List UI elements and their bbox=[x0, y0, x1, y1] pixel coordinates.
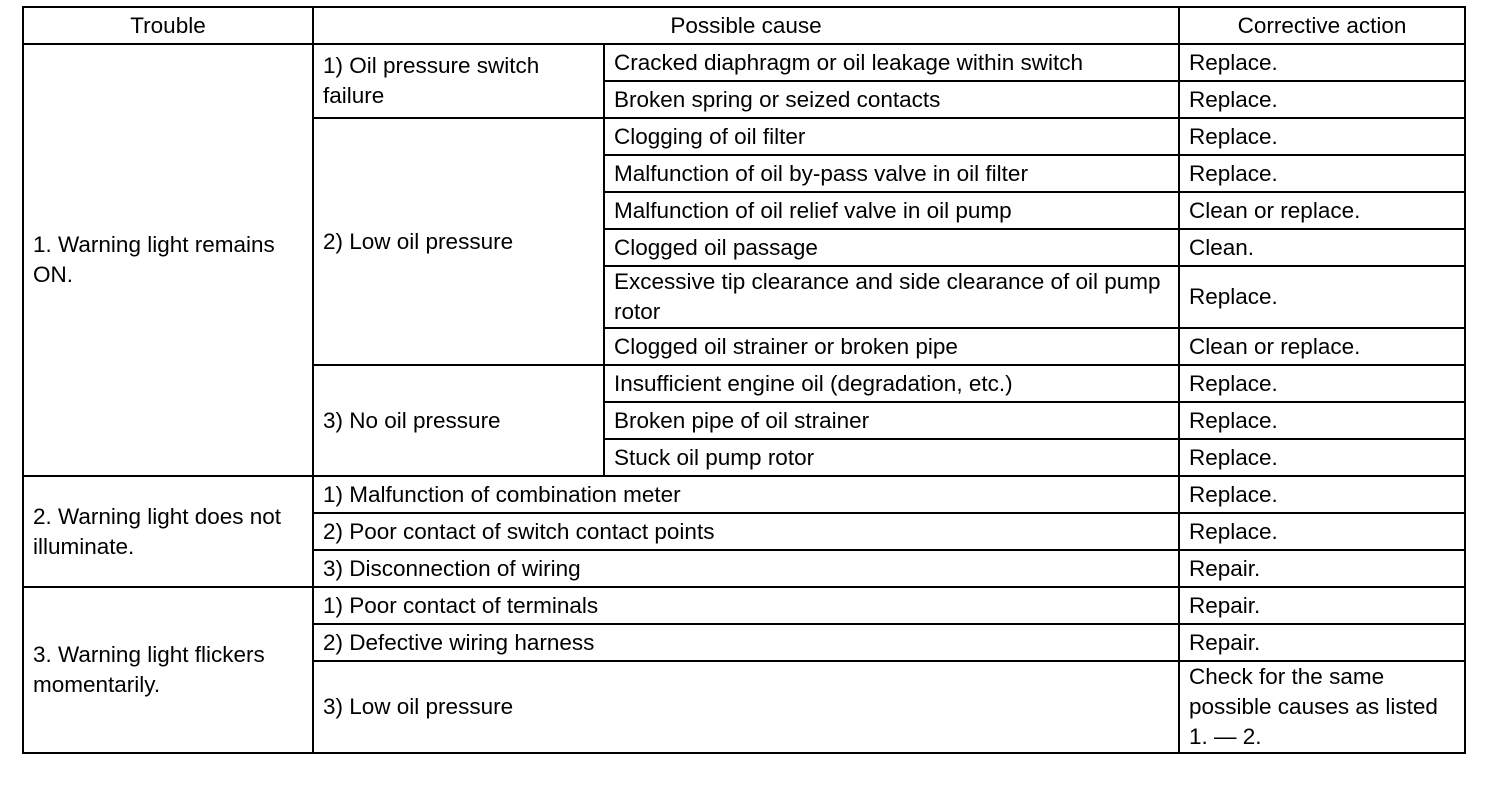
cause-cell: 1) Malfunction of combination meter bbox=[313, 476, 1179, 513]
table-row bbox=[23, 587, 1465, 624]
detail-cell: Broken pipe of oil strainer bbox=[604, 402, 1179, 439]
detail-cell: Clogged oil passage bbox=[604, 229, 1179, 266]
detail-cell: Malfunction of oil relief valve in oil pump bbox=[604, 192, 1179, 229]
detail-cell: Stuck oil pump rotor bbox=[604, 439, 1179, 476]
detail-cell: Excessive tip clearance and side clearance of oil pump rotor bbox=[604, 266, 1179, 328]
trouble-cell: 3. Warning light flickers momentarily. bbox=[23, 587, 313, 753]
action-cell: Replace. bbox=[1179, 365, 1465, 402]
table-row bbox=[23, 476, 1465, 513]
action-cell: Replace. bbox=[1179, 513, 1465, 550]
detail-cell: Cracked diaphragm or oil leakage within switch bbox=[604, 44, 1179, 81]
action-cell: Check for the same possible causes as listed 1. — 2. bbox=[1179, 661, 1465, 753]
action-cell: Repair. bbox=[1179, 624, 1465, 661]
cause-cell: 3) Low oil pressure bbox=[313, 661, 1179, 753]
action-cell: Clean or replace. bbox=[1179, 192, 1465, 229]
header-row bbox=[23, 7, 1465, 44]
header-possible-cause: Possible cause bbox=[313, 7, 1179, 44]
header-corrective-action: Corrective action bbox=[1179, 7, 1465, 44]
detail-cell: Clogged oil strainer or broken pipe bbox=[604, 328, 1179, 365]
action-cell: Replace. bbox=[1179, 44, 1465, 81]
action-cell: Replace. bbox=[1179, 81, 1465, 118]
detail-cell: Broken spring or seized contacts bbox=[604, 81, 1179, 118]
action-cell: Replace. bbox=[1179, 402, 1465, 439]
action-cell: Repair. bbox=[1179, 550, 1465, 587]
action-cell: Replace. bbox=[1179, 266, 1465, 328]
action-cell: Replace. bbox=[1179, 476, 1465, 513]
cause-cell: 2) Low oil pressure bbox=[313, 118, 604, 365]
cause-cell: 3) Disconnection of wiring bbox=[313, 550, 1179, 587]
action-cell: Clean or replace. bbox=[1179, 328, 1465, 365]
detail-cell: Malfunction of oil by-pass valve in oil filter bbox=[604, 155, 1179, 192]
trouble-cell: 1. Warning light remains ON. bbox=[23, 44, 313, 476]
cause-cell: 2) Defective wiring harness bbox=[313, 624, 1179, 661]
action-cell: Clean. bbox=[1179, 229, 1465, 266]
trouble-cell: 2. Warning light does not illuminate. bbox=[23, 476, 313, 587]
table-row bbox=[23, 44, 1465, 81]
cause-cell: 2) Poor contact of switch contact points bbox=[313, 513, 1179, 550]
detail-cell: Insufficient engine oil (degradation, etc.) bbox=[604, 365, 1179, 402]
cause-cell: 3) No oil pressure bbox=[313, 365, 604, 476]
action-cell: Repair. bbox=[1179, 587, 1465, 624]
header-trouble: Trouble bbox=[23, 7, 313, 44]
action-cell: Replace. bbox=[1179, 155, 1465, 192]
cause-cell: 1) Oil pressure switch failure bbox=[313, 44, 604, 118]
detail-cell: Clogging of oil filter bbox=[604, 118, 1179, 155]
action-cell: Replace. bbox=[1179, 118, 1465, 155]
cause-cell: 1) Poor contact of terminals bbox=[313, 587, 1179, 624]
action-cell: Replace. bbox=[1179, 439, 1465, 476]
troubleshooting-table bbox=[22, 6, 1466, 754]
